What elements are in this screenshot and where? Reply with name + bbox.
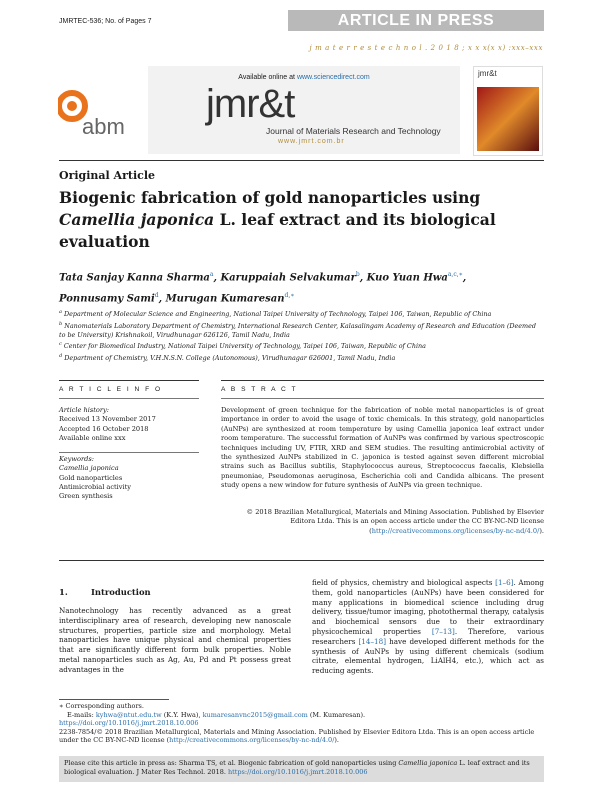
author-list: Tata Sanjay Kanna Sharma$^a$, Karuppaiah Selvakumar$^b$, Kuo Yuan Hwa$^{a,c,∗}$, Ponnusamy Sami$^d$, Murugan Kumaresan$^{d,∗}$: [59, 271, 467, 305]
abm-logo-text: abm: [82, 114, 125, 139]
affiliation: $^a$ Department of Molecular Science and Engineering, National Taipei University of Technology, Taipei 106, Taiwan, Republic of China: [59, 309, 492, 319]
author: Ponnusamy Sami: [59, 293, 155, 305]
body-divider: [59, 560, 544, 561]
author: Murugan Kumaresan: [165, 293, 285, 305]
footnote-rule: [59, 699, 169, 700]
accepted-date: Accepted 16 October 2018: [59, 424, 149, 433]
affiliation: $^d$ Department of Chemistry, V.H.N.S.N. College (Autonomous), Virudhunagar 626001, Tamil Nadu, India: [59, 353, 396, 363]
citation-link[interactable]: [7–13]: [431, 626, 455, 636]
journal-abbrev: jmr&t: [206, 82, 295, 126]
journal-cover: [473, 66, 543, 156]
available-online: Available online at www.sciencedirect.com: [238, 74, 370, 81]
article-in-press-banner: ARTICLE IN PRESS: [288, 10, 544, 31]
journal-name: Journal of Materials Research and Technology: [266, 126, 441, 136]
journal-url-link[interactable]: www.jmrt.com.br: [278, 138, 345, 145]
header-divider: [59, 160, 544, 161]
abstract-copyright: © 2018 Brazilian Metallurgical, Materials and Mining Association. Published by Elsevier Editora Ltda. This is an open access article under the CC BY-NC-ND license (http://creativecommons.org/licenses/by-nc-nd/4.0/).: [246, 508, 544, 535]
email-link[interactable]: kyhwa@ntut.edu.tw: [95, 710, 162, 719]
author: Kuo Yuan Hwa: [366, 272, 448, 284]
intro-paragraph-left: Nanotechnology has recently advanced as a great interdisciplinary area of research, developing new nanoscale structures, properties, particle size and morphology. Metal nanoparticles have unique physical and chemical properties that are significantly different form bulk properties. Noble metal nanoparticles such as Ag, Au, Pd and Pt possess great advantages in the: [59, 606, 291, 674]
license-link[interactable]: http://creativecommons.org/licenses/by-nc-nd/4.0/: [169, 736, 335, 745]
doi-link[interactable]: https://doi.org/10.1016/j.jmrt.2018.10.006: [59, 719, 199, 728]
footnotes: ∗ Corresponding authors. E-mails: kyhwa@ntut.edu.tw (K.Y. Hwa), kumaresanvnc2015@gmail.com (M. Kumaresan). https://doi.org/10.1016/j.jmrt.2018.10.006 2238-7854/© 2018 Brazilian Metallurgical, Materials and Mining Association. Published by Elsevier Editora Ltda. This is an open access article under the CC BY-NC-ND license (http://creativecommons.org/licenses/by-nc-nd/4.0/).: [59, 699, 544, 745]
info-divider: [59, 380, 199, 381]
citation-link[interactable]: [14–18]: [358, 636, 386, 646]
top-bar: [0, 0, 600, 30]
intro-paragraph-right: field of physics, chemistry and biological aspects [1–6]. Among them, gold nanoparticles (AuNPs) have been considered for many applications in biomedical science including drug delivery, tissue/tumor imaging, photothermal therapy, catalysis and biochemical sensors due to their extraordinary physicochemical properties [7–13]. Therefore, various researchers [14–18] have developed different methods for the synthesis of AuNPs by using different chemicals (sodium citrate, elemental hydrogen, LiAlH4, etc.), which act as reducing agents.: [312, 578, 544, 676]
abstract-text: Development of green technique for the fabrication of noble metal nanoparticles is of great importance in order to avoid the usage of toxic chemicals. In this strategy, gold nanoparticles (AuNPs) are synthesized at room temperature by using Camellia japonica leaf extract under room temperature. The successful formation of AuNPs was confirmed by various spectroscopic techniques including UV, FTIR, XRD and SEM studies. The resulting antimicrobial activity of the synthesized AuNPs stabilized in C. japonica is tested against seven different microbial strains such as Bacillus subtilis, Staphylococcus aureus, Streptococcus faecalis, Klebsiella pneumoniae, Pseudomonas aeruginosa, Escherichia coli and Candida albicans. The present study opens a new window for future synthesis of AuNPs via green technique.: [221, 406, 544, 490]
article-title: Biogenic fabrication of gold nanoparticles using Camellia japonica L. leaf extract and its biological evaluation: [59, 188, 496, 251]
article-info: Article history: Received 13 November 2017 Accepted 16 October 2018 Available online xxx Keywords: Camellia japonica Gold nanoparticles Antimicrobial activity Green synthesis: [59, 406, 199, 502]
email-link[interactable]: kumaresanvnc2015@gmail.com: [202, 710, 308, 719]
keyword: Antimicrobial activity: [59, 483, 132, 492]
online-date: Available online xxx: [59, 433, 126, 442]
doi-link[interactable]: https://doi.org/10.1016/j.jmrt.2018.10.006: [227, 768, 368, 776]
cover-image: [477, 87, 539, 151]
keyword: Gold nanoparticles: [59, 473, 123, 482]
author: Karuppaiah Selvakumar: [220, 272, 356, 284]
journal-reference: j m a t e r r e s t e c h n o l . 2 0 1 8 ; x x x(x x) :xxx–xxx: [309, 44, 543, 52]
sciencedirect-link[interactable]: www.sciencedirect.com: [296, 74, 370, 81]
affiliation: $^c$ Center for Biomedical Industry, National Taipei University of Technology, Taipei 106, Taiwan, Republic of China: [59, 341, 426, 351]
article-type: Original Article: [59, 169, 156, 182]
article-info-heading: A R T I C L E I N F O: [59, 386, 163, 393]
cover-title: jmr&t: [474, 67, 542, 85]
affiliation: $^b$ Nanomaterials Laboratory Department of Chemistry, International Research Center, Kalasalingam Academy of Research and Education (Deemed to be University) Krishnakoil, Virudhunagar 626126, Tamil Nadu, India: [59, 320, 536, 340]
section-heading-introduction: 1. Introduction: [59, 587, 151, 597]
abstract-subdivider: [221, 398, 544, 399]
license-link[interactable]: http://creativecommons.org/licenses/by-nc-nd/4.0/: [371, 526, 540, 535]
manuscript-code: JMRTEC-536; No. of Pages 7: [59, 18, 152, 25]
abstract-heading: A B S T R A C T: [221, 386, 298, 393]
received-date: Received 13 November 2017: [59, 415, 156, 424]
keyword: Green synthesis: [59, 492, 113, 501]
citation-link[interactable]: [1–6]: [495, 578, 514, 587]
keywords-label: Keywords:: [59, 452, 199, 464]
author: Tata Sanjay Kanna Sharma: [59, 272, 210, 284]
keyword: Camellia japonica: [59, 464, 119, 473]
info-subdivider: [59, 398, 199, 399]
abstract-divider: [221, 380, 544, 381]
citation-box: Please cite this article in press as: Sharma TS, et al. Biogenic fabrication of gold nanoparticles using Camellia japonica L. leaf extract and its biological evaluation. J Mater Res Technol. 2018. https://doi.org/10.1016/j.jmrt.2018.10.006: [59, 756, 544, 782]
journal-header: [148, 66, 460, 154]
affiliations: [59, 308, 544, 364]
